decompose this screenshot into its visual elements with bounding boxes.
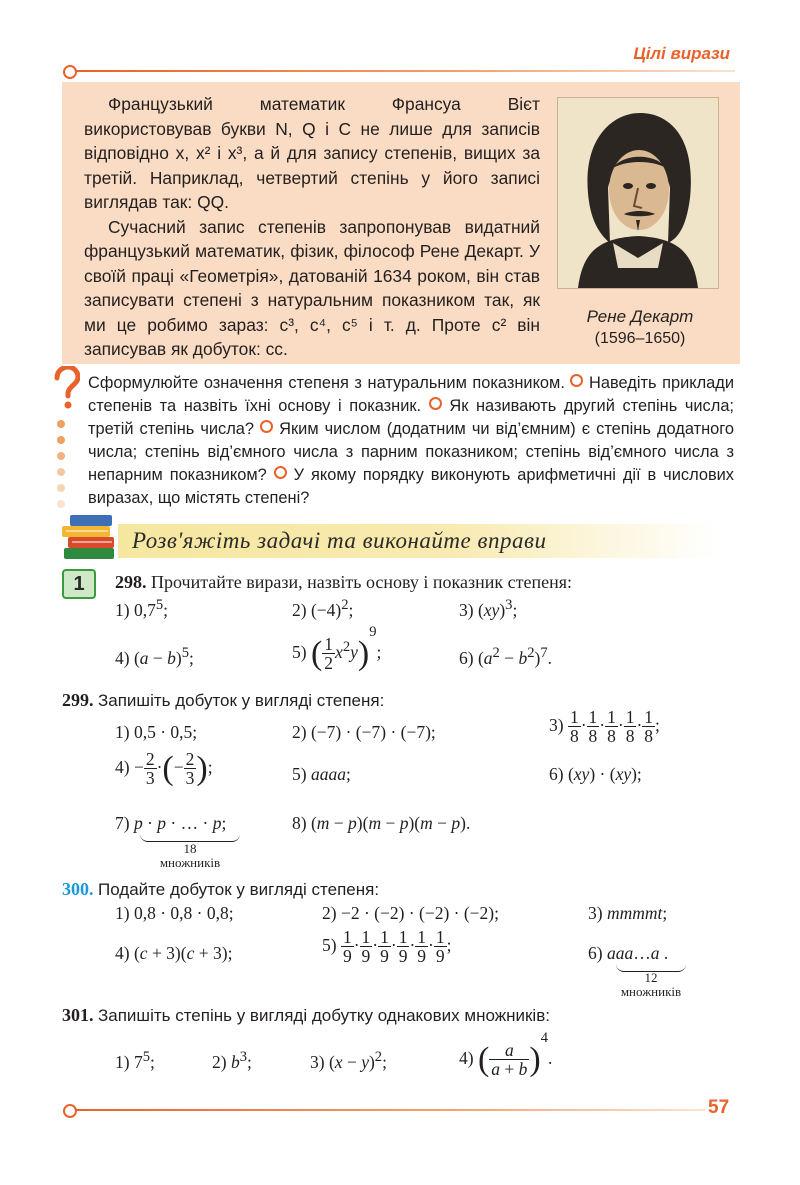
e300-item-4: 4) (c + 3)(c + 3); — [115, 943, 233, 963]
exercise-301-statement — [62, 1003, 742, 1028]
question-5: У якому порядку виконують арифметичні дії в числових виразах, що містять степені? — [88, 466, 734, 507]
e301-item-2: 2) $b^3$; — [212, 1049, 252, 1072]
portrait-drawing-icon — [558, 98, 718, 288]
exercise-text: Запишіть степінь у вигляді добутку однакових множників: — [98, 1006, 550, 1025]
question-2: Наведіть приклади степенів та назвіть їхні основу і показник. — [88, 374, 734, 415]
e300-item-3: 3) mmmmt; — [588, 903, 668, 923]
e299-item-4: 4) − $\frac{2}{3}$ ·(− $\frac{2}{3}$ ); — [115, 749, 213, 789]
books-icon — [60, 512, 118, 567]
e299-item-6: 6) (xy) · (xy); — [549, 764, 642, 784]
decor-dot — [57, 484, 65, 492]
exercise-number: 300. — [62, 879, 94, 899]
question-3: Як називають другий степінь числа; третій степінь числа? — [88, 397, 734, 438]
exercise-number: 301. — [62, 1005, 94, 1025]
brace-word: множників — [620, 984, 682, 999]
portrait-years: (1596–1650) — [594, 330, 686, 347]
footer-rule — [75, 1109, 705, 1111]
brace-count: 18 — [183, 841, 197, 856]
bullet-circle-icon — [260, 420, 273, 433]
bullet-circle-icon — [570, 374, 583, 387]
descartes-portrait — [557, 97, 719, 289]
e298-item-5: 5) ( $\frac{1}{2}$ $x^2y)^9$; — [292, 624, 382, 674]
decor-dot — [57, 468, 65, 476]
exercise-number: 298. — [115, 572, 147, 592]
header-rule — [75, 70, 735, 72]
exercise-298-statement — [115, 570, 745, 594]
e298-item-2: 2) $(-4)^2$; — [292, 597, 354, 620]
e300-item-5: 5) $\frac{1}{9}$ · $\frac{1}{9}$ · $\frac{1}{9}$ · $\frac{1}{9}$ · $\frac{1}{9}$ · $\frac{1}{9}$ ; — [322, 927, 452, 967]
brace-label — [606, 971, 696, 999]
page-number: 57 — [708, 1097, 730, 1118]
e299-item-5: 5) aaaa; — [292, 764, 351, 784]
question-4: Яким числом (додатним чи від’ємним) є степінь додатного числа; степінь від’ємного числа з парним показником; степінь від’ємного числа з непарним показником? — [88, 420, 734, 484]
brace-word: множників — [159, 855, 221, 870]
info-paragraph-1: Французький математик Франсуа Вієт використовував букви N, Q і C не лише для записів відповідно x, x² і x³, а й для запису степенів, вищих за третій. Наприклад, четвертий степінь у його записі виглядав так: QQ. — [84, 94, 540, 212]
brace-count: 12 — [644, 970, 658, 985]
portrait-name: Рене Декарт — [586, 307, 694, 326]
e301-item-4: 4) ( $\frac{a}{a + b}$ )$^4$. — [459, 1030, 553, 1080]
question-mark-icon — [52, 366, 80, 415]
bullet-circle-icon — [274, 466, 287, 479]
e301-item-1: 1) $7^5$; — [115, 1049, 155, 1072]
review-questions — [88, 372, 734, 510]
bullet-circle-icon — [429, 397, 442, 410]
e298-item-3: 3) (xy)$^3$; — [459, 597, 518, 620]
footer-ring-icon — [63, 1104, 77, 1118]
e300-item-1: 1) 0,8 · 0,8 · 0,8; — [115, 903, 234, 923]
exercise-text: Подайте добуток у вигляді степеня: — [98, 880, 380, 899]
decor-dot — [57, 420, 65, 428]
decor-dot — [57, 500, 65, 508]
info-box-text — [84, 92, 540, 362]
e299-item-3: 3) $\frac{1}{8}$ · $\frac{1}{8}$ · $\frac{1}{8}$ · $\frac{1}{8}$ · $\frac{1}{8}$ ; — [549, 707, 660, 747]
e301-item-3: 3) $(x - y)^2$; — [310, 1049, 387, 1072]
question-1: Сформулюйте означення степеня з натуральним показником. — [88, 374, 565, 392]
e298-item-1: 1) $0,7^5$; — [115, 597, 168, 620]
exercise-text: Запишіть добуток у вигляді степеня: — [98, 691, 385, 710]
header-ring-icon — [63, 65, 77, 79]
e299-item-8: 8) (m − p)(m − p)(m − p). — [292, 813, 471, 833]
decor-dot — [57, 436, 65, 444]
banner-title: Розв'яжіть задачі та виконайте вправи — [132, 528, 547, 553]
section-title: Цілі вирази — [633, 44, 730, 63]
info-paragraph-2: Сучасний запис степенів запропонував видатний французький математик, фізик, філософ Рене Декарт. У своїй праці «Геометрія», датованій 1634 роком, він став записувати степені з натуральним показником так, як ми це робимо зараз: c³, c⁴, c⁵ і т. д. Проте c² він записував як добуток: cc. — [84, 216, 540, 359]
decor-dot — [57, 452, 65, 460]
e298-item-6: 6) $(a^2 - b^2)^7$. — [459, 645, 552, 668]
e298-item-4: 4) $(a - b)^5$; — [115, 645, 194, 668]
e299-item-7: 7) p · p · … · p; — [115, 813, 227, 833]
e299-item-1: 1) 0,5 · 0,5; — [115, 722, 198, 742]
e300-item-2: 2) −2 · (−2) · (−2) · (−2); — [322, 903, 499, 923]
level-badge: 1 — [62, 569, 96, 599]
exercise-number: 299. — [62, 690, 94, 710]
exercise-text: Прочитайте вирази, назвіть основу і показник степеня: — [151, 572, 573, 592]
e299-item-2: 2) (−7) · (−7) · (−7); — [292, 722, 436, 742]
exercise-300-statement — [62, 877, 742, 902]
brace-label — [140, 842, 240, 870]
e300-item-6: 6) aaa…a . — [588, 943, 669, 963]
